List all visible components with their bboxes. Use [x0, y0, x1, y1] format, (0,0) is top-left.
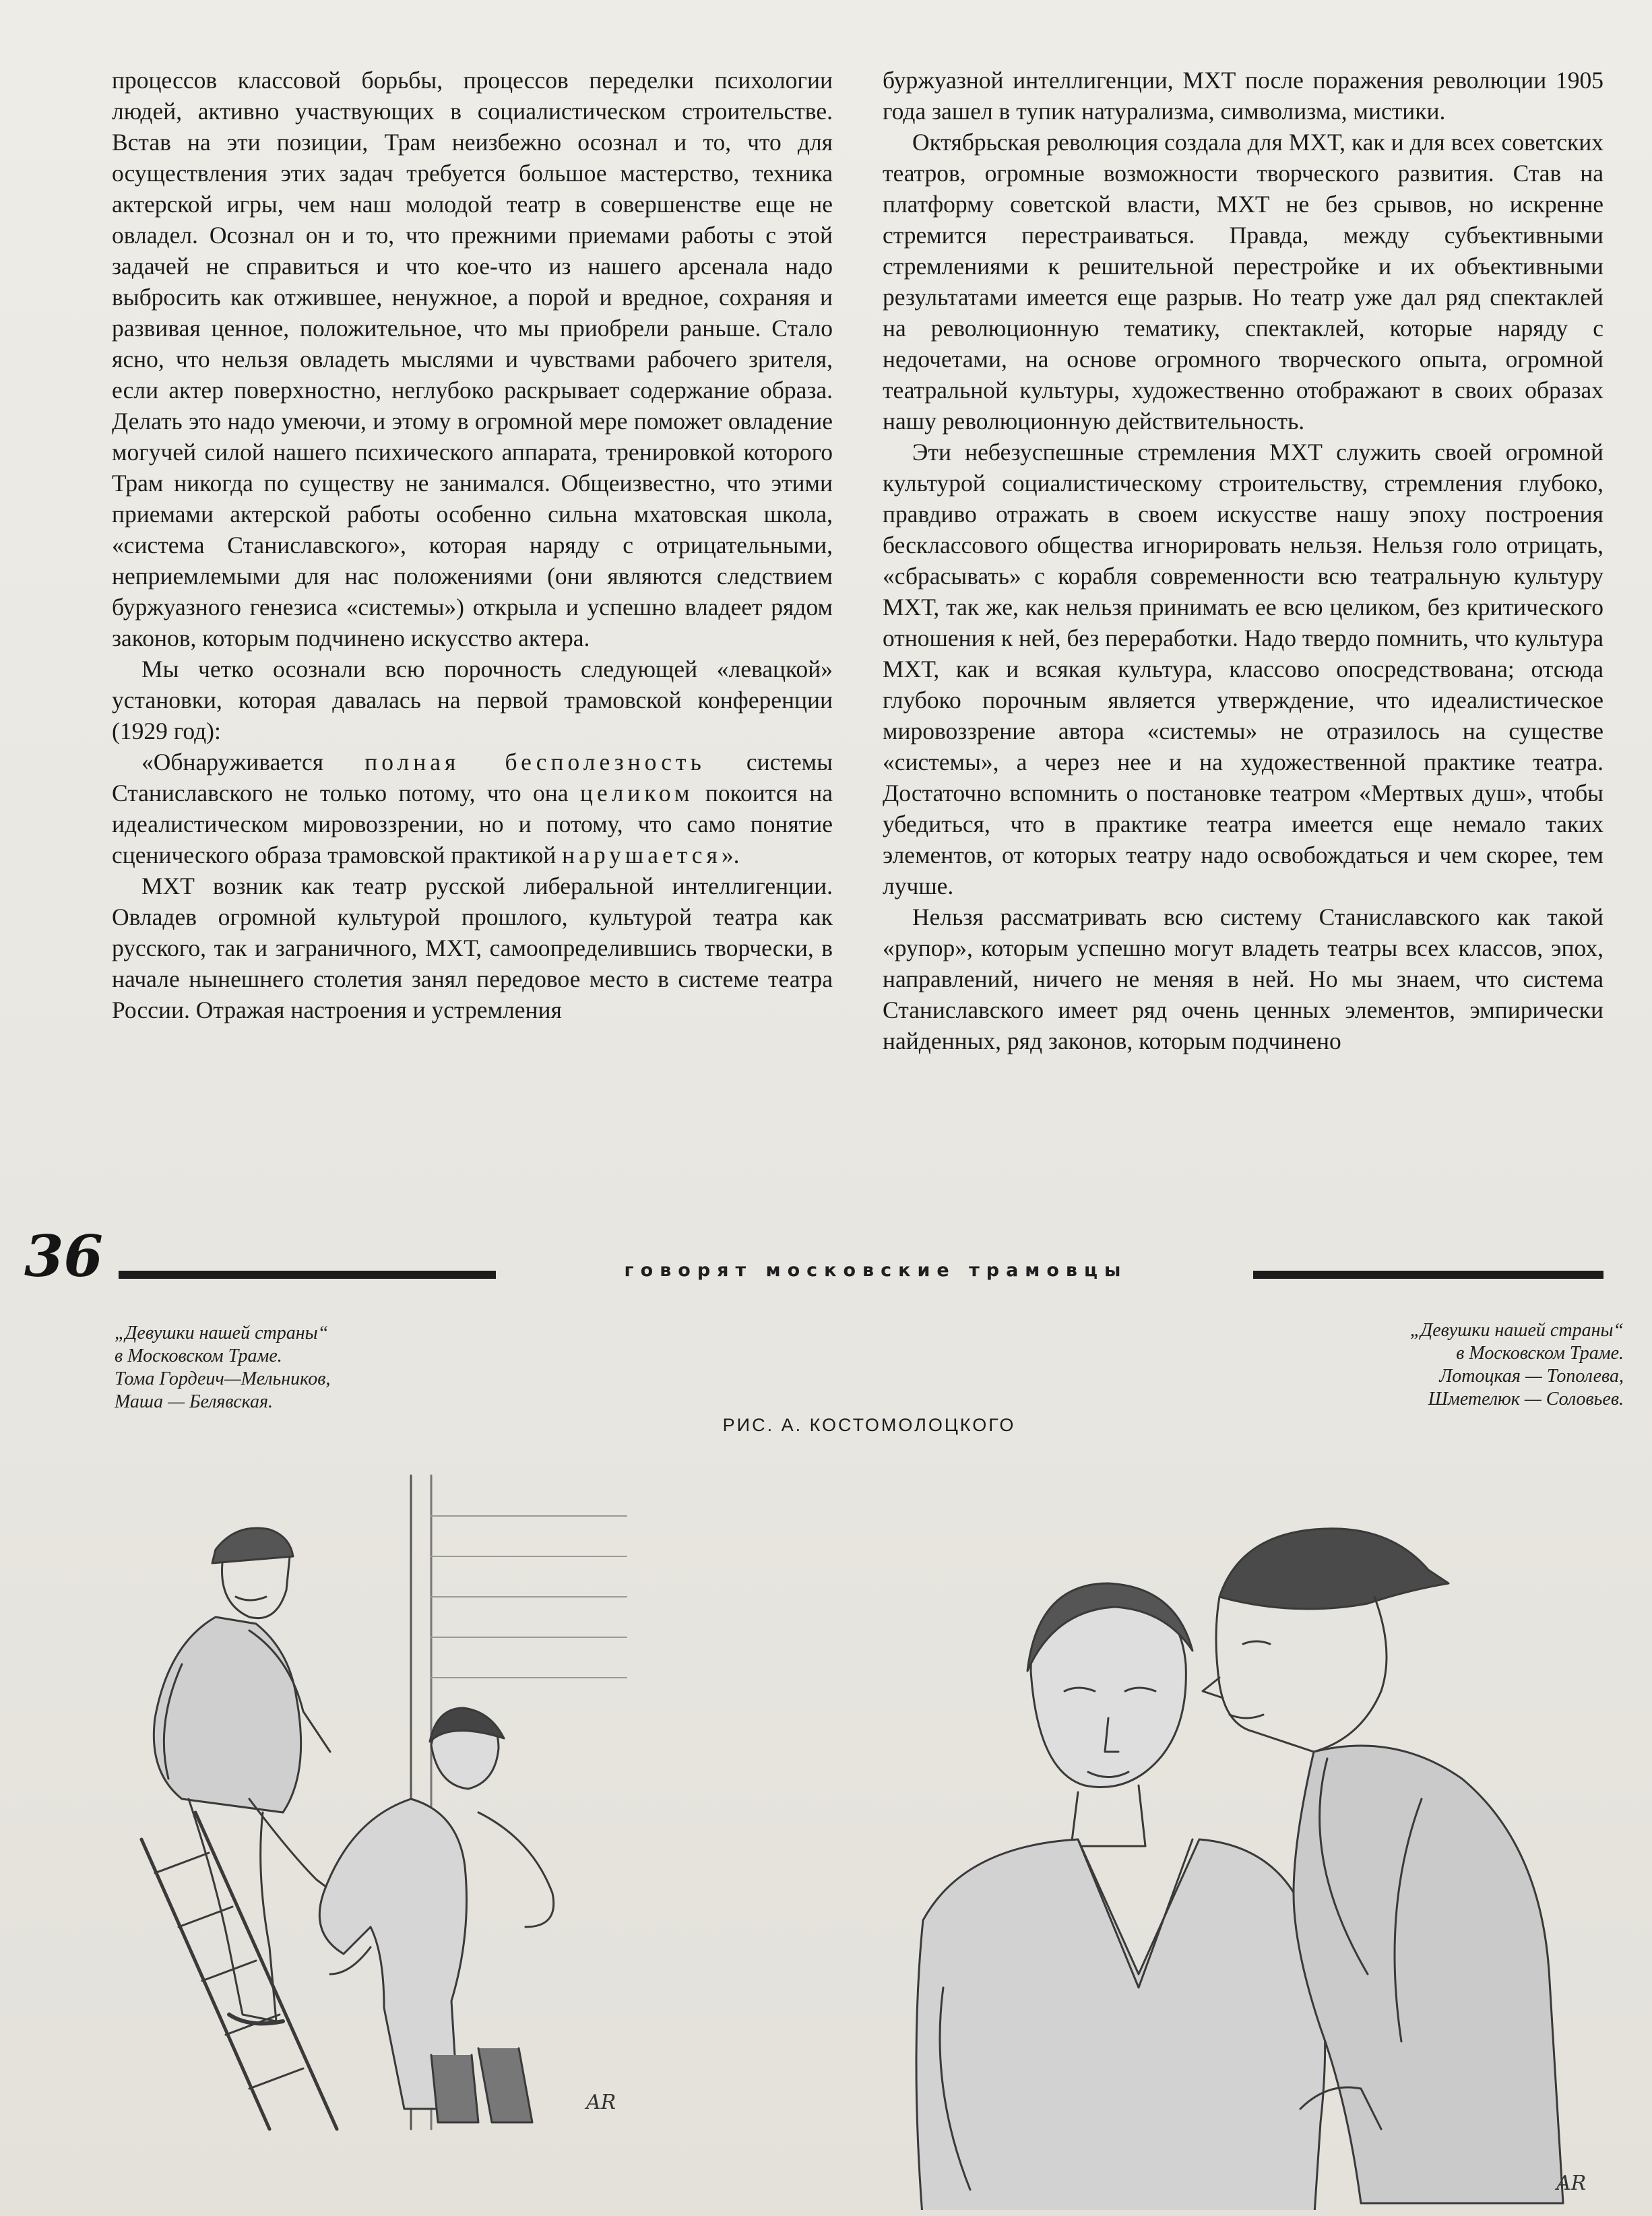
page-number: 36 [24, 1223, 103, 1290]
illustration-right [842, 1449, 1610, 2210]
caption-left [115, 1322, 465, 1414]
quote-emphasis: полная бесполезность [364, 749, 705, 775]
caption-line: „Девушки нашей страны“ [115, 1323, 329, 1343]
footer-rule-right [1253, 1271, 1603, 1279]
quote-emphasis: нарушается [562, 842, 722, 868]
caption-line: в Московском Траме. [1456, 1343, 1624, 1364]
artist-monogram: AR [586, 2091, 616, 2114]
caption-line: Лотоцкая — Тополева, [1439, 1366, 1624, 1387]
quote-text: «Обнаруживается [141, 749, 324, 775]
quote-text: покоится на идеалистическом мировоззрении, но и потому, что само понятие сценического образа трамовской практикой [112, 780, 833, 868]
illustration-left [115, 1462, 654, 2136]
paragraph: Нельзя рассматривать всю систему Станиславского как такой «рупор», которым успешно могут владеть театры всех классов, эпох, направлений, ничего не меняя в ней. Но мы знаем, что система Станиславского имеет ряд очень ценных элементов, эмпирически найденных, ряд законов, которым подчинено [883, 904, 1603, 1054]
caption-line: „Девушки нашей страны“ [1409, 1320, 1624, 1341]
caption-line: Шметелюк — Соловьев. [1428, 1389, 1624, 1410]
paragraph: буржуазной интеллигенции, МХТ после поражения революции 1905 года зашел в тупик натурализма, символизма, мистики. [883, 67, 1603, 125]
artist-credit: РИС. А. КОСТОМОЛОЦКОГО [722, 1415, 1016, 1435]
caption-line: Маша — Белявская. [115, 1391, 274, 1412]
paragraph: Октябрьская революция создала для МХТ, как и для всех советских театров, огромные возможности творческого развития. Став на платформу советской власти, МХТ не без срывов, но искренне стремится перестраиваться. Правда, между субъективными стремлениями к решительной перестройке и их объективными результатами имеется еще разрыв. Но театр уже дал ряд спектаклей на революционную тематику, спектаклей, которые наряду с недочетами, на основе огромного творческого опыта, огромной театральной культуры, художественно отображают в своих образах нашу революционную действительность. [883, 129, 1603, 435]
artist-monogram: AR [1556, 2172, 1587, 2195]
paragraph: процессов классовой борьбы, процессов переделки психологии людей, активно участвующих в социалистическом строительстве. Встав на эти позиции, Трам неизбежно осознал и то, что для осуществления этих задач требуется большое мастерство, техника актерской игры, чем наш молодой театр в совершенстве еще не овладел. Осознал он и то, что прежними приемами работы с этой задачей не справиться и что кое-что из нашего арсенала надо выбросить как отжившее, ненужное, а порой и вредное, сохраняя и развивая ценное, положительное, что мы приобрели раньше. Стало ясно, что нельзя овладеть мыслями и чувствами рабочего зрителя, если актер поверхностно, неглубоко раскрывает содержание образа. Делать это надо умеючи, и этому в огромной мере поможет овладение могучей силой нашего психического аппарата, тренировкой которого Трам никогда по существу не занимался. Общеизвестно, что этими приемами актерской работы особенно сильна мхатовская школа, «система Станиславского», которая наряду с отрицательными, неприемлемыми для нас положениями (они являются следствием буржуазного генезиса «системы») открыла и успешно владеет рядом законов, которым подчинено искусство актера. [112, 67, 833, 652]
quote-text: системы Станиславского не только потому, что она [112, 749, 833, 806]
quote-paragraph [112, 747, 833, 870]
quote-text: ». [721, 842, 740, 868]
running-head: говорят московские трамовцы [624, 1260, 1128, 1281]
paragraph: Эти небезуспешные стремления МХТ служить своей огромной культурой социалистическому строительству, стремления глубоко, правдиво отражать в своем искусстве нашу эпоху построения бесклассового общества игнорировать нельзя. Нельзя голо отрицать, «сбрасывать» с корабля современности всю театральную культуру МХТ, так же, как нельзя принимать ее всю целиком, без критического отношения к ней, без переработки. Надо твердо помнить, что культура МХТ, как и всякая культура, классово опосредствована; отсюда глубоко порочным является утверждение, что идеалистическое мировоззрение автора «системы» не отразилось на существе «системы», а через нее и на художественной практике театра. Достаточно вспомнить о постановке театром «Мертвых душ», чтобы убедиться, что в практике театра имеется еще немало таких элементов, от которых театру надо освобождаться и чем скорее, тем лучше. [883, 439, 1603, 899]
caption-right [1246, 1319, 1624, 1411]
right-text-column [883, 65, 1603, 1056]
paragraph: Мы четко осознали всю порочность следующей «левацкой» установки, которая давалась на первой трамовской конференции (1929 год): [112, 656, 833, 745]
left-text-column [112, 65, 833, 1025]
paragraph: МХТ возник как театр русской либеральной интеллигенции. Овладев огромной культурой прошлого, культурой театра как русского, так и заграничного, МХТ, самоопределившись творчески, в начале нынешнего столетия занял передовое место в системе театра России. Отражая настроения и устремления [112, 873, 833, 1023]
quote-emphasis: целиком [579, 780, 694, 806]
caption-line: в Московском Траме. [115, 1346, 282, 1366]
caption-line: Тома Гордеич—Мельников, [115, 1368, 331, 1389]
footer-rule-left [119, 1271, 496, 1279]
